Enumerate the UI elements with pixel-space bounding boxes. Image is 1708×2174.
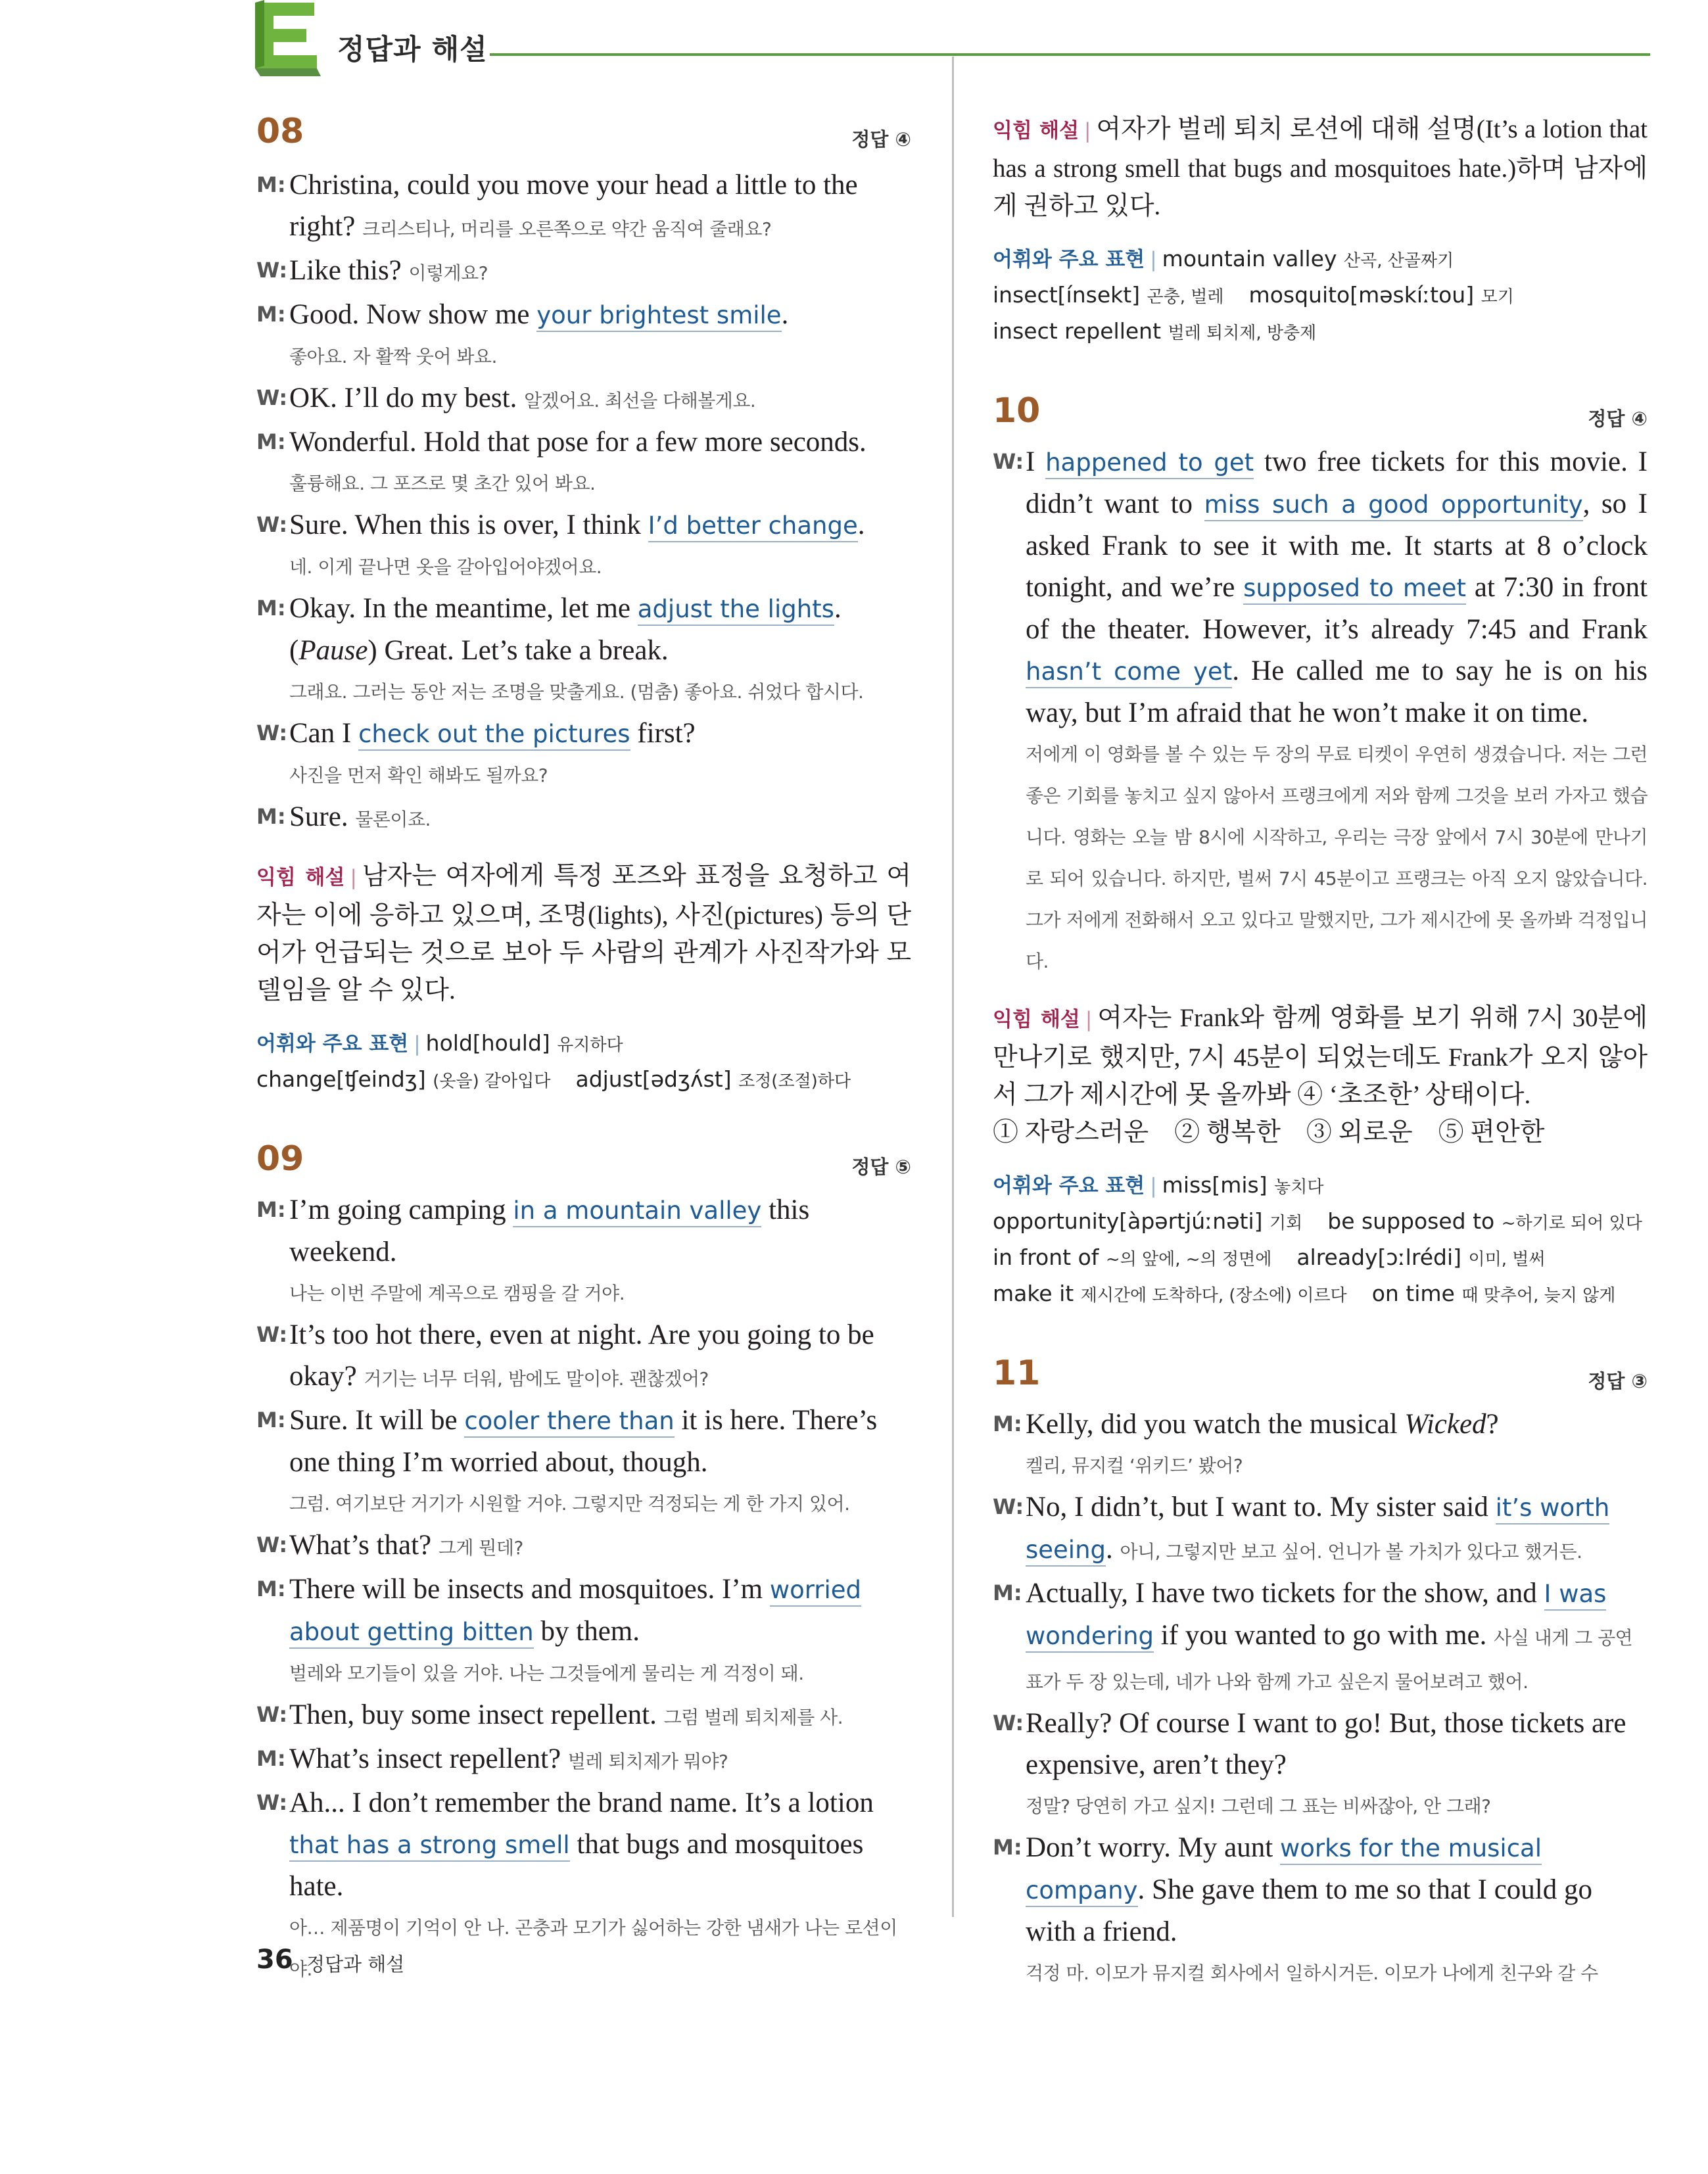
vocab-meaning: ~하기로 되어 있다 bbox=[1501, 1214, 1642, 1233]
blank-answer: worried about getting bitten bbox=[289, 1576, 861, 1649]
vocabulary-label: 어휘와 주요 표현 bbox=[993, 1174, 1145, 1198]
explanation-text: 여자는 Frank와 함께 영화를 보기 위해 7시 30분에 만나기로 했지만, 7시 45분이 되었는데도 Frank가 오지 않아서 그가 제시간에 못 올까봐 ④ ‘초조한’ 상태이다. bbox=[993, 1004, 1648, 1109]
answer-label: 정답 ③ bbox=[1588, 1370, 1648, 1392]
explanation-text: 남자는 여자에게 특정 포즈와 표정을 요청하고 여자는 이에 응하고 있으며, 조명(lights), 사진(pictures) 등의 단어가 언급되는 것으로 보아 두 사람의 관계가 사진작가와 모델임을 알 수 있다. bbox=[256, 862, 912, 1004]
speaker-label: W: bbox=[256, 1322, 288, 1347]
right-column bbox=[993, 112, 1648, 1994]
line-text: OK. I’ll do my best. bbox=[289, 383, 517, 414]
line-text: Christina, could you move your head a little to the right? bbox=[289, 170, 858, 242]
vocab-word: insect repellent bbox=[993, 318, 1162, 344]
vocab-meaning: 산곡, 산골짜기 bbox=[1344, 251, 1454, 271]
speaker-label: M: bbox=[256, 429, 286, 454]
line-text: . He called me to say he is on his way, but I’m afraid that he won’t make it on time. bbox=[1026, 655, 1648, 728]
vocab-meaning: 기회 bbox=[1269, 1214, 1303, 1233]
line-text: Sure. bbox=[289, 801, 348, 832]
vocab-word: on time bbox=[1371, 1281, 1455, 1306]
answer-label: 정답 ④ bbox=[1588, 408, 1648, 430]
vocab-meaning: 모기 bbox=[1481, 287, 1514, 307]
vocab-word: mountain valley bbox=[1162, 246, 1337, 272]
blank-answer: happened to get bbox=[1045, 448, 1254, 479]
vocab-meaning: 벌레 퇴치제, 방충제 bbox=[1168, 323, 1317, 343]
dialogue-line bbox=[256, 294, 911, 377]
line-text: What’s that? bbox=[289, 1530, 432, 1561]
vocab-meaning: 때 맞추어, 늦지 않게 bbox=[1461, 1286, 1616, 1306]
separator: | bbox=[1084, 119, 1091, 143]
explanation bbox=[993, 999, 1648, 1114]
dialogue-line bbox=[993, 1703, 1648, 1827]
speaker-label: M: bbox=[993, 1580, 1022, 1605]
speaker-label: W: bbox=[256, 721, 288, 745]
vocab-meaning: (옷을) 갈아입다 bbox=[433, 1072, 551, 1091]
explanation-text: 여자가 벌레 퇴치 로션에 대해 설명(It’s a lotion that has a strong smell that bugs and mosquitoes hate.)하며 남자에게 권하고 있다. bbox=[993, 115, 1648, 220]
explanation bbox=[993, 110, 1648, 225]
page-header-title: 정답과 해설 bbox=[337, 34, 488, 66]
footer-label: 정답과 해설 bbox=[306, 1953, 405, 1975]
line-text: Okay. In the meantime, let me bbox=[289, 593, 638, 624]
korean-translation: 걱정 마. 이모가 뮤지컬 회사에서 일하시거든. 이모가 나에게 친구와 갈 수 bbox=[1026, 1962, 1598, 1984]
blank-answer: cooler there than bbox=[464, 1407, 674, 1438]
speaker-label: W: bbox=[256, 1532, 288, 1557]
line-text: , so I asked Frank to see it with me. It starts at 8 o’clock tonight, and we’re bbox=[1026, 488, 1648, 603]
question-number: 09 bbox=[256, 1139, 304, 1179]
vocab-meaning: 곤충, 벌레 bbox=[1147, 287, 1224, 307]
dialogue-line bbox=[993, 441, 1648, 982]
korean-translation: 켈리, 뮤지컬 ‘위키드’ 봤어? bbox=[1026, 1455, 1243, 1477]
dialogue-line bbox=[256, 1189, 911, 1314]
korean-translation: 이렇게요? bbox=[408, 262, 488, 284]
header-rule bbox=[490, 53, 1650, 56]
line-text: There will be insects and mosquitoes. I’m bbox=[289, 1574, 770, 1605]
vocab-word: in front of bbox=[993, 1244, 1099, 1270]
page-number: 36 bbox=[256, 1945, 293, 1975]
question-09-header bbox=[256, 1139, 911, 1184]
korean-translation: 사실 내게 그 공연 표가 두 장 있는데, 네가 나와 함께 가고 싶은지 물어보려고 했어. bbox=[1026, 1627, 1633, 1693]
vocab-meaning: 제시간에 도착하다, (장소에) 이르다 bbox=[1080, 1286, 1347, 1306]
line-text: What’s insect repellent? bbox=[289, 1743, 561, 1774]
korean-translation: 벌레 퇴치제가 뭐야? bbox=[567, 1751, 728, 1772]
korean-translation: 물론이죠. bbox=[355, 809, 431, 830]
vocab-meaning: ~의 앞에, ~의 정면에 bbox=[1105, 1250, 1272, 1269]
speaker-label: M: bbox=[256, 1407, 286, 1432]
line-text: I bbox=[1026, 446, 1046, 477]
vocabulary-label: 어휘와 주요 표현 bbox=[256, 1032, 409, 1056]
explanation-label: 익힘 해설 bbox=[256, 866, 345, 889]
line-text: two free tickets for this movie. I didn’t want to bbox=[1026, 446, 1648, 519]
speaker-label: M: bbox=[256, 596, 286, 621]
dialogue-line bbox=[256, 1738, 911, 1782]
line-text: Like this? bbox=[289, 255, 402, 286]
blank-answer: check out the pictures bbox=[358, 720, 630, 751]
dialogue-line bbox=[256, 377, 911, 421]
separator: | bbox=[1085, 1008, 1093, 1031]
korean-translation: 아니, 그렇지만 보고 싶어. 언니가 볼 가치가 있다고 했거든. bbox=[1120, 1541, 1582, 1563]
vocab-word: adjust[ədʒʌ́st] bbox=[575, 1066, 732, 1092]
answer-options: ① 자랑스러운 ② 행복한 ③ 외로운 ⑤ 편안한 bbox=[993, 1118, 1545, 1146]
separator: | bbox=[1150, 248, 1157, 272]
question-08-header bbox=[256, 112, 911, 156]
line-text: Then, buy some insect repellent. bbox=[289, 1699, 657, 1730]
speaker-label: M: bbox=[256, 1197, 286, 1222]
answer-label: 정답 ⑤ bbox=[851, 1156, 911, 1178]
line-text: . She gave them to me so that I could go with a friend. bbox=[1026, 1874, 1592, 1947]
korean-translation: 좋아요. 자 활짝 웃어 봐요. bbox=[289, 346, 497, 367]
dialogue-line bbox=[256, 1314, 911, 1400]
blank-answer: your brightest smile bbox=[536, 301, 781, 332]
speaker-label: M: bbox=[256, 1576, 286, 1601]
dialogue-line bbox=[256, 504, 911, 588]
line-text: first? bbox=[630, 718, 696, 749]
line-text: I’m going camping bbox=[289, 1194, 513, 1225]
line-text: that bugs and mosquitoes hate. bbox=[289, 1829, 864, 1902]
speaker-label: W: bbox=[256, 1790, 288, 1815]
explanation-label: 익힘 해설 bbox=[993, 119, 1079, 143]
dialogue-line bbox=[256, 588, 911, 713]
blank-answer: works for the musical company bbox=[1026, 1834, 1542, 1907]
speaker-label: W: bbox=[256, 258, 288, 283]
line-text: Don’t worry. My aunt bbox=[1026, 1832, 1280, 1863]
musical-title: Wicked bbox=[1404, 1409, 1486, 1440]
left-column bbox=[256, 112, 911, 1990]
line-text: Sure. It will be bbox=[289, 1405, 465, 1436]
vocabulary bbox=[993, 1168, 1648, 1313]
blank-answer: miss such a good opportunity bbox=[1204, 490, 1583, 521]
line-text: if you wanted to go with me. bbox=[1154, 1620, 1487, 1651]
speaker-label: W: bbox=[993, 1494, 1024, 1519]
vocab-word: already[ɔːlrédi] bbox=[1296, 1244, 1461, 1270]
question-11-header bbox=[993, 1354, 1648, 1398]
dialogue-line bbox=[993, 1827, 1648, 1994]
dialogue-line bbox=[256, 1400, 911, 1524]
korean-translation: 네. 이게 끝나면 옷을 갈아입어야겠어요. bbox=[289, 556, 602, 578]
speaker-label: M: bbox=[256, 1746, 286, 1771]
vocab-meaning: 유지하다 bbox=[557, 1035, 623, 1055]
dialogue-line bbox=[993, 1572, 1648, 1703]
korean-translation: 사진을 먼저 확인 해봐도 될까요? bbox=[289, 765, 548, 786]
korean-translation: 거기는 너무 더워, 밤에도 말이야. 괜찮겠어? bbox=[364, 1368, 709, 1390]
speaker-label: W: bbox=[993, 449, 1024, 474]
dialogue-line bbox=[256, 421, 911, 504]
vocab-word: mosquito[məskíːtou] bbox=[1248, 282, 1475, 308]
question-number: 10 bbox=[993, 391, 1041, 431]
line-text: . bbox=[781, 299, 789, 330]
line-text: . bbox=[1106, 1534, 1113, 1565]
question-number: 08 bbox=[256, 112, 304, 151]
question-number: 11 bbox=[993, 1354, 1041, 1393]
blank-answer: supposed to meet bbox=[1243, 574, 1466, 605]
dialogue-line bbox=[256, 796, 911, 840]
line-text: ? bbox=[1486, 1409, 1499, 1440]
line-text: Sure. When this is over, I think bbox=[289, 509, 648, 540]
blank-answer: I’d better change bbox=[648, 511, 858, 542]
korean-translation: 나는 이번 주말에 계곡으로 캠핑을 갈 거야. bbox=[289, 1283, 625, 1304]
blank-answer: I was wondering bbox=[1026, 1580, 1606, 1653]
korean-translation: 저에게 이 영화를 볼 수 있는 두 장의 무료 티켓이 우연히 생겼습니다. 저는 그런 좋은 기회를 놓치고 싶지 않아서 프랭크에게 저와 함께 그것을 보러 가자고 했습니다. 영화는 오늘 밤 8시에 시작하고, 우리는 극장 앞에서 7시 30분에 만나기로 되어 있습니다. 하지만, 벌써 7시 45분이고 프랭크는 아직 오지 않았습니다. 그가 저에게 전화해서 오고 있다고 말했지만, 그가 제시간에 못 올까봐 걱정입니다. bbox=[1026, 744, 1648, 972]
line-text: Good. Now show me bbox=[289, 299, 537, 330]
section-logo-icon bbox=[249, 0, 326, 78]
blank-answer: in a mountain valley bbox=[513, 1196, 761, 1227]
vocab-word: insect[ínsekt] bbox=[993, 282, 1141, 308]
column-divider bbox=[952, 57, 954, 1917]
blank-answer: it’s worth seeing bbox=[1026, 1494, 1609, 1567]
dialogue-line bbox=[256, 250, 911, 294]
vocabulary bbox=[993, 242, 1648, 350]
line-text: It’s too hot there, even at night. Are you going to be okay? bbox=[289, 1319, 874, 1392]
speaker-label: M: bbox=[256, 172, 286, 197]
answer-label: 정답 ④ bbox=[851, 128, 911, 151]
line-text: ) Great. Let’s take a break. bbox=[368, 635, 669, 666]
line-text: Ah... I don’t remember the brand name. It’s a lotion bbox=[289, 1787, 874, 1818]
line-text: at 7:30 in front of the theater. However, it’s already 7:45 and Frank bbox=[1026, 572, 1648, 645]
speaker-label: M: bbox=[256, 804, 286, 829]
line-text: this weekend. bbox=[289, 1194, 810, 1267]
line-text: Kelly, did you watch the musical bbox=[1026, 1409, 1405, 1440]
line-text: Can I bbox=[289, 718, 359, 749]
line-text: Wonderful. Hold that pose for a few more seconds. bbox=[289, 427, 866, 458]
dialogue-line bbox=[256, 1694, 911, 1738]
vocab-word: miss[mis] bbox=[1162, 1172, 1268, 1198]
vocab-word: change[ʧeindʒ] bbox=[256, 1066, 426, 1092]
vocab-meaning: 조정(조절)하다 bbox=[738, 1072, 851, 1091]
blank-answer: adjust the lights bbox=[638, 595, 834, 626]
speaker-label: W: bbox=[256, 385, 288, 410]
question-10-header bbox=[993, 391, 1648, 436]
vocabulary-label: 어휘와 주요 표현 bbox=[993, 248, 1145, 272]
speaker-label: W: bbox=[993, 1711, 1024, 1736]
dialogue-line bbox=[256, 1524, 911, 1569]
korean-translation: 그래요. 그러는 동안 저는 조명을 맞출게요. (멈춤) 좋아요. 쉬었다 합시다. bbox=[289, 681, 864, 703]
line-text: Really? Of course I want to go! But, those tickets are expensive, aren’t they? bbox=[1026, 1708, 1626, 1780]
speaker-label: W: bbox=[256, 512, 288, 537]
speaker-label: M: bbox=[256, 302, 286, 327]
vocab-word: opportunity[àpərtjúːnəti] bbox=[993, 1208, 1263, 1234]
explanation-label: 익힘 해설 bbox=[993, 1008, 1080, 1031]
dialogue-line bbox=[993, 1486, 1648, 1572]
speaker-label: W: bbox=[256, 1702, 288, 1727]
dialogue-line bbox=[256, 164, 911, 250]
korean-translation: 그게 뭔데? bbox=[438, 1537, 523, 1559]
line-text: by them. bbox=[533, 1616, 640, 1647]
korean-translation: 그럼 벌레 퇴치제를 사. bbox=[663, 1707, 843, 1728]
korean-translation: 알겠어요. 최선을 다해볼게요. bbox=[524, 390, 756, 412]
line-text: . ( bbox=[289, 593, 842, 666]
stage-direction: Pause bbox=[298, 635, 368, 666]
line-text: Actually, I have two tickets for the show, and bbox=[1026, 1578, 1544, 1609]
line-text: No, I didn’t, but I want to. My sister said bbox=[1026, 1492, 1496, 1523]
vocab-meaning: 놓치다 bbox=[1274, 1177, 1324, 1197]
korean-translation: 아… 제품명이 기억이 안 나. 곤충과 모기가 싫어하는 강한 냄새가 나는 로션이야. bbox=[289, 1917, 897, 1980]
korean-translation: 크리스티나, 머리를 오른쪽으로 약간 움직여 줄래요? bbox=[362, 218, 772, 240]
dialogue-line bbox=[256, 713, 911, 796]
korean-translation: 그럼. 여기보단 거기가 시원할 거야. 그렇지만 걱정되는 게 한 가지 있어. bbox=[289, 1493, 850, 1515]
blank-answer: that has a strong smell bbox=[289, 1831, 570, 1862]
korean-translation: 훌륭해요. 그 포즈로 몇 초간 있어 봐요. bbox=[289, 473, 596, 494]
speaker-label: M: bbox=[993, 1411, 1022, 1436]
vocab-word: make it bbox=[993, 1281, 1074, 1306]
korean-translation: 정말? 당연히 가고 싶지! 그런데 그 표는 비싸잖아, 안 그래? bbox=[1026, 1795, 1491, 1817]
speaker-label: M: bbox=[993, 1835, 1022, 1860]
separator: | bbox=[1150, 1174, 1157, 1198]
explanation bbox=[256, 857, 911, 1009]
blank-answer: hasn’t come yet bbox=[1026, 657, 1232, 688]
vocabulary bbox=[256, 1026, 911, 1099]
separator: | bbox=[350, 866, 357, 889]
dialogue-line bbox=[993, 1404, 1648, 1486]
line-text: it is here. There’s one thing I’m worried about, though. bbox=[289, 1405, 878, 1478]
vocab-word: hold[hould] bbox=[425, 1030, 550, 1056]
vocab-word: be supposed to bbox=[1327, 1208, 1495, 1234]
korean-translation: 벌레와 모기들이 있을 거야. 나는 그것들에게 물리는 게 걱정이 돼. bbox=[289, 1663, 804, 1684]
dialogue-line bbox=[256, 1569, 911, 1694]
vocab-meaning: 이미, 벌써 bbox=[1468, 1250, 1546, 1269]
separator: | bbox=[414, 1032, 421, 1056]
line-text: . bbox=[857, 509, 865, 540]
